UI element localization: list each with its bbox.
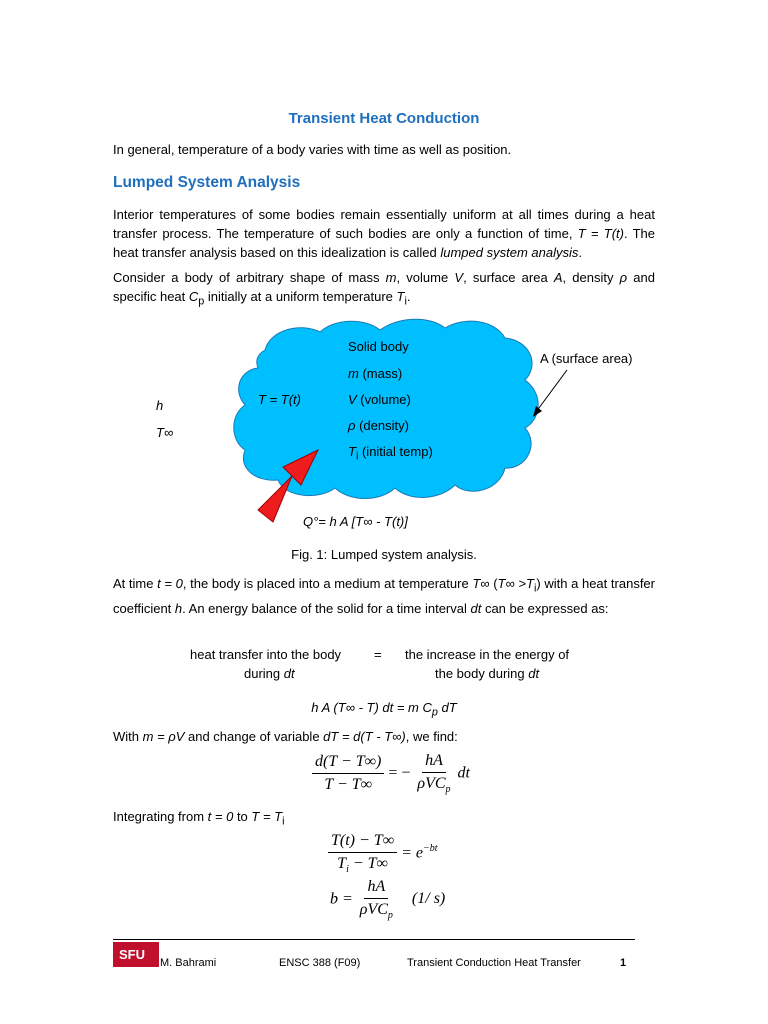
- footer-page-number: 1: [620, 957, 627, 969]
- t-infinity-label: T∞: [156, 425, 174, 440]
- h-label: h: [156, 398, 164, 413]
- balance-right-line1: the increase in the energy of: [405, 647, 570, 662]
- footer-topic: Transient Conduction Heat Transfer: [407, 957, 581, 969]
- volume-label: V (volume): [348, 392, 411, 407]
- with-substitution-text: With m = ρV and change of variable dT = d(T - T∞), we find:: [113, 729, 458, 744]
- paragraph-lumped: Interior temperatures of some bodies remain essentially uniform at all times during a heat transfer process. The temperature of such bodies are only a function of time, T = T(t). The heat transfer analysis based on this idealization is called lumped system analysis.: [113, 207, 656, 260]
- paragraph-consider: Consider a body of arbitrary shape of mass m, volume V, surface area A, density ρ and specific heat $C_p$ initially at a uniform temperature $T_i$.: [113, 270, 655, 308]
- footer-divider: [113, 939, 635, 940]
- balance-equals: =: [374, 647, 382, 662]
- initial-temp-label: $T_i$ (initial temp): [348, 444, 433, 463]
- sfu-logo: SFU: [113, 942, 159, 967]
- density-label: ρ (density): [348, 418, 409, 433]
- energy-equation: h A (T∞ - T) dt = m $C_p$ dT: [311, 700, 457, 719]
- temp-function-label: T = T(t): [258, 392, 301, 407]
- section-heading: Lumped System Analysis: [113, 174, 301, 191]
- balance-left-line1: heat transfer into the body: [190, 647, 342, 662]
- balance-right-line2: the body during dt: [435, 666, 540, 681]
- balance-left-line2: during dt: [244, 666, 295, 681]
- solid-body-label: Solid body: [348, 339, 409, 354]
- differential-equation: $\frac{d(T - T\infty)}{T - T\infty}$ = − $\frac{hA}{\rho VC_p}$ dt: [312, 752, 470, 795]
- page-title: Transient Heat Conduction: [288, 110, 480, 127]
- surface-area-label: A (surface area): [540, 351, 633, 366]
- intro-text: In general, temperature of a body varies with time as well as position.: [113, 142, 512, 157]
- footer-course: ENSC 388 (F09): [279, 957, 361, 969]
- surface-pointer-line: [536, 370, 567, 412]
- b-definition-equation: b = $\frac{hA}{\rho VC_p}$ (1/ s): [330, 878, 446, 922]
- integrating-text: Integrating from t = 0 to $T = T_i$: [113, 809, 285, 828]
- footer-author: M. Bahrami: [160, 957, 217, 969]
- figure-caption: Fig. 1: Lumped system analysis.: [291, 547, 477, 562]
- mass-label: m (mass): [348, 366, 403, 381]
- heat-rate-label: Q°= h A [T∞ - T(t)]: [303, 514, 408, 529]
- paragraph-at-time: At time t = 0, the body is placed into a medium at temperature T∞ $(T\infty >T_i)$ with a heat transfer coefficient h. An energy balance of the solid for a time interval dt can be expressed as:: [113, 576, 655, 616]
- solution-equation: $\frac{T(t) - T\infty}{T_i - T\infty}$ = $e^{-bt}$: [328, 832, 438, 875]
